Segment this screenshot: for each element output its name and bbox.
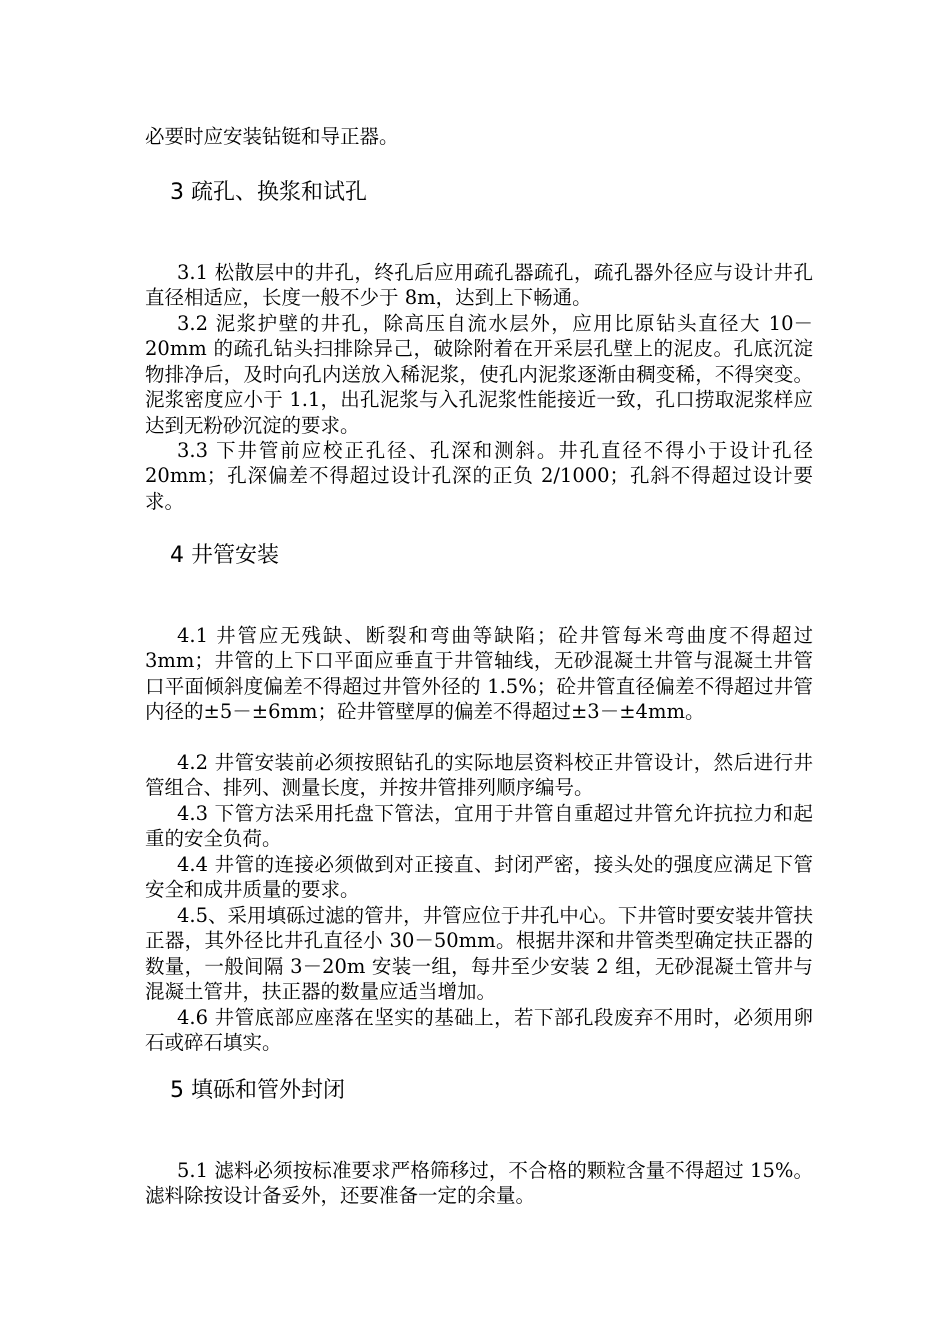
section-3-heading: 3 疏孔、换浆和试孔 (170, 180, 367, 205)
paragraph-4-6: 4.6 井管底部应座落在坚实的基础上，若下部孔段废弃不用时，必须用卵石或碎石填实。 (145, 1006, 813, 1055)
paragraph-3-2: 3.2 泥浆护壁的井孔，除高压自流水层外，应用比原钻头直径大 10－20mm 的疏孔钻头扫排除异己，破除附着在开采层孔壁上的泥皮。孔底沉淀物排净后，及时向孔内送放入稀泥浆，使孔内泥浆逐渐由稠变稀，不得突变。泥浆密度应小于 1.1，出孔泥浆与入孔泥浆性能接近一致，孔口捞取泥浆样应达到无粉砂沉淀的要求。 (145, 312, 813, 437)
paragraph-4-4: 4.4 井管的连接必须做到对正接直、封闭严密，接头处的强度应满足下管安全和成井质量的要求。 (145, 853, 813, 902)
paragraph-3-3: 3.3 下井管前应校正孔径、孔深和测斜。井孔直径不得小于设计孔径 20mm；孔深偏差不得超过设计孔深的正负 2/1000；孔斜不得超过设计要求。 (145, 439, 813, 513)
paragraph-4-3: 4.3 下管方法采用托盘下管法，宜用于井管自重超过井管允许抗拉力和起重的安全负荷。 (145, 802, 813, 851)
intro-paragraph: 必要时应安装钻铤和导正器。 (145, 125, 399, 148)
paragraph-5-1: 5.1 滤料必须按标准要求严格筛移过，不合格的颗粒含量不得超过 15%。滤料除按设计备妥外，还要准备一定的余量。 (145, 1159, 813, 1208)
paragraph-4-5: 4.5、采用填砾过滤的管井，井管应位于井孔中心。下井管时要安装井管扶正器，其外径比井孔直径小 30－50mm。根据井深和井管类型确定扶正器的数量，一般间隔 3－20m 安装一组，每井至少安装 2 组，无砂混凝土管井与混凝土管井，扶正器的数量应适当增加。 (145, 904, 813, 1004)
paragraph-3-1: 3.1 松散层中的井孔，终孔后应用疏孔器疏孔，疏孔器外径应与设计井孔直径相适应，长度一般不少于 8m，达到上下畅通。 (145, 261, 813, 310)
paragraph-4-2: 4.2 井管安装前必须按照钻孔的实际地层资料校正井管设计，然后进行井管组合、排列、测量长度，并按井管排列顺序编号。 (145, 751, 813, 800)
section-5-heading: 5 填砾和管外封闭 (170, 1078, 345, 1103)
paragraph-4-1: 4.1 井管应无残缺、断裂和弯曲等缺陷；砼井管每米弯曲度不得超过 3mm；井管的上下口平面应垂直于井管轴线，无砂混凝土井管与混凝土井管口平面倾斜度偏差不得超过井管外径的 1.5%；砼井管直径偏差不得超过井管内径的±5－±6mm；砼井管壁厚的偏差不得超过±3－±4mm。 (145, 624, 813, 724)
section-4-heading: 4 井管安装 (170, 543, 279, 568)
